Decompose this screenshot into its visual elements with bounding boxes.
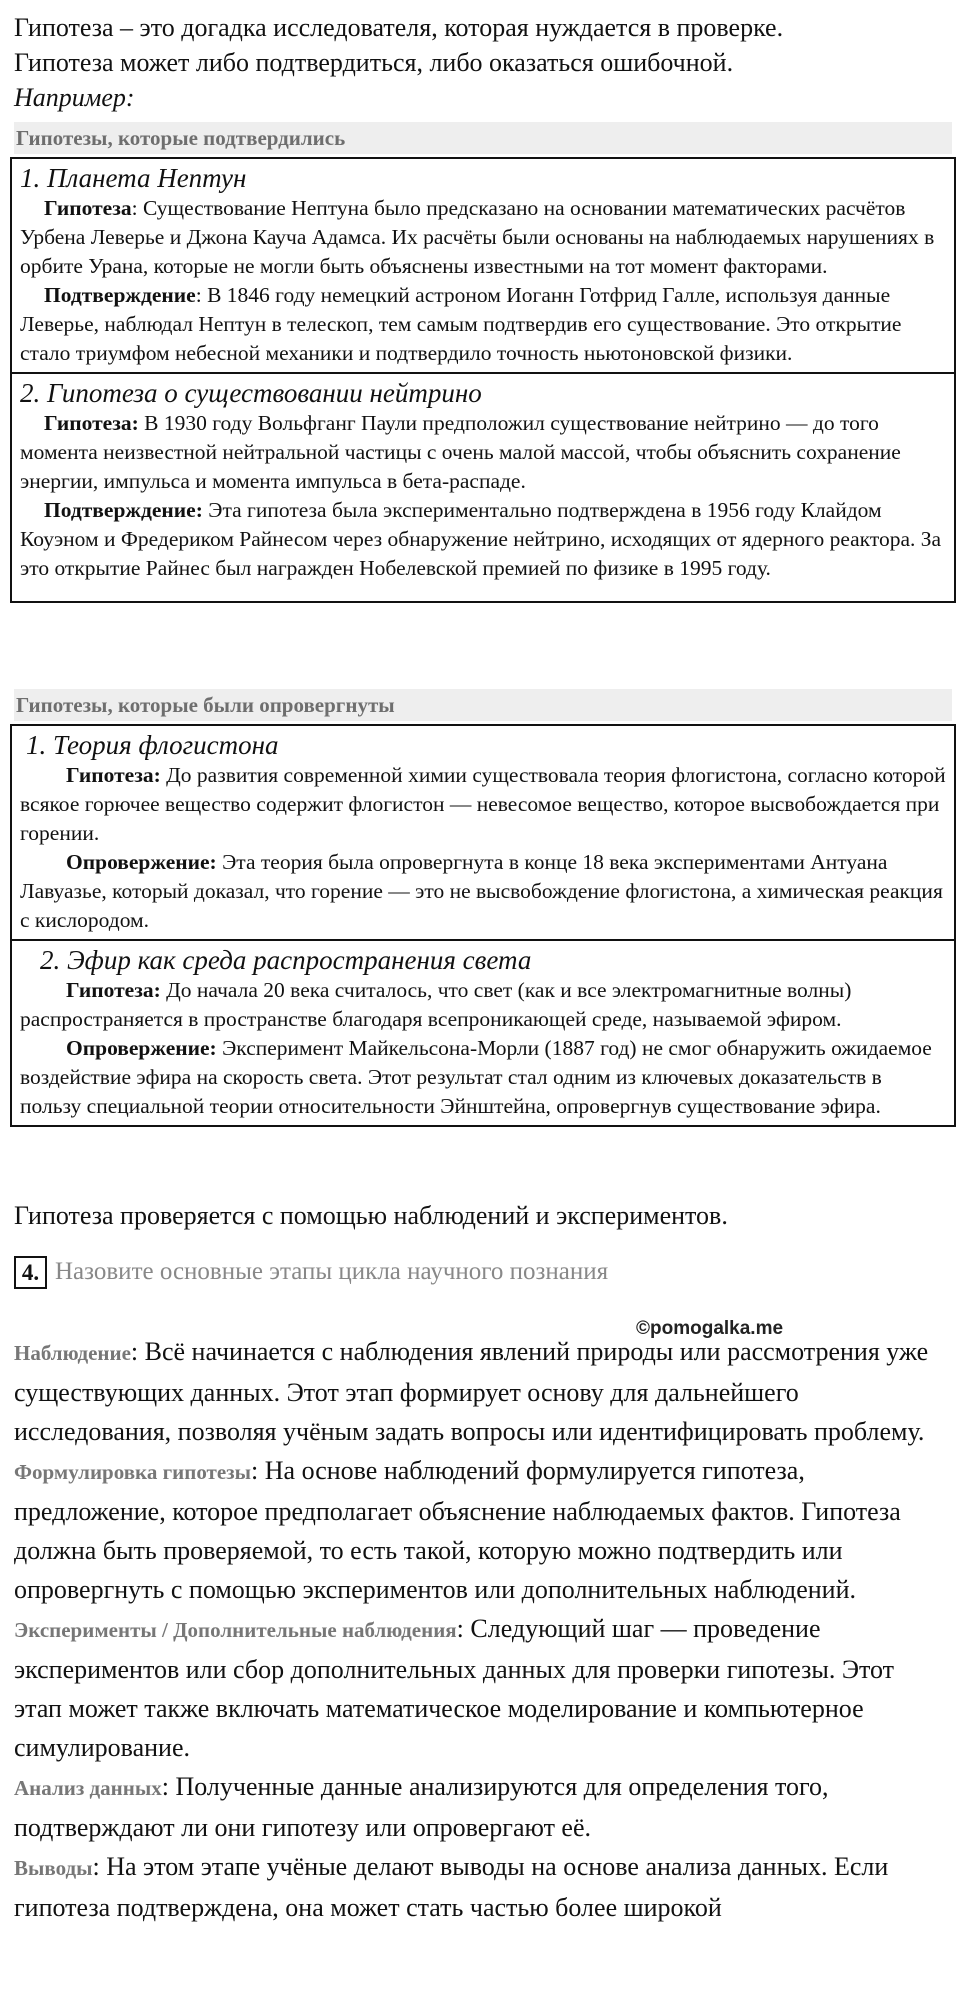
hypothesis-paragraph (20, 976, 946, 1034)
stage-text: : Полученные данные анализируются для определения того, подтверждают ли они гипотезу или опровергают её. (14, 1772, 829, 1842)
confirmation-label: Подтверждение (44, 283, 196, 307)
hypothesis-label: Гипотеза: (44, 411, 139, 435)
refuted-heading: Гипотезы, которые были опровергнуты (14, 689, 952, 721)
hypothesis-label: Гипотеза: (66, 763, 161, 787)
hypothesis-label: Гипотеза: (66, 978, 161, 1002)
hypothesis-paragraph (20, 409, 946, 496)
refuted-table (10, 724, 956, 1127)
stage-label: Выводы (14, 1856, 93, 1880)
confirmed-table (10, 157, 956, 603)
item-title: 2. Эфир как среда распространения света (40, 945, 532, 975)
item-title: 1. Теория флогистона (26, 730, 279, 760)
stage-experiments (14, 1609, 944, 1767)
intro (14, 10, 954, 115)
hypothesis-paragraph (20, 761, 946, 848)
intro-definition: Гипотеза – это догадка исследователя, которая нуждается в проверке. (14, 13, 784, 42)
example-label: Например: (14, 83, 135, 112)
stage-analysis (14, 1767, 944, 1847)
task-heading (14, 1255, 608, 1289)
stage-hypothesis (14, 1451, 944, 1609)
confirmed-item-neutrino (12, 374, 954, 601)
item-title: 2. Гипотеза о существовании нейтрино (20, 378, 482, 408)
refuted-item-phlogiston (12, 726, 954, 941)
hypothesis-label: Гипотеза (44, 196, 132, 220)
refutation-paragraph (20, 848, 946, 935)
intro-outcome: Гипотеза может либо подтвердиться, либо оказаться ошибочной. (14, 48, 734, 77)
hypothesis-text: В 1930 году Вольфганг Паули предположил существование нейтрино — до того момента неизвестной нейтральной частицы с очень малой массой, чтобы объяснить сохранение энергии, импульса и момента импульса в бета-распаде. (20, 411, 901, 493)
item-title: 1. Планета Нептун (20, 163, 247, 193)
refutation-paragraph (20, 1034, 946, 1121)
stage-label: Наблюдение (14, 1341, 131, 1365)
refutation-label: Опровержение: (66, 850, 217, 874)
stage-label: Эксперименты / Дополнительные наблюдения (14, 1618, 457, 1642)
watermark: ©pomogalka.me (636, 1318, 784, 1339)
refutation-text: Эксперимент Майкельсона-Морли (1887 год) не смог обнаружить ожидаемое воздействие эфира на скорость света. Этот результат стал одним из ключевых доказательств в пользу специальной теории относительности Эйнштейна, опровергнув существование эфира. (20, 1036, 932, 1118)
task-number-box: 4. (14, 1256, 47, 1289)
refuted-item-ether (12, 941, 954, 1125)
confirmed-item-neptune (12, 159, 954, 374)
confirmed-heading: Гипотезы, которые подтвердились (14, 122, 952, 154)
stages-list (14, 1332, 944, 1927)
hypothesis-paragraph (20, 194, 946, 281)
closing-statement: Гипотеза проверяется с помощью наблюдений и экспериментов. (14, 1201, 728, 1230)
stage-observation (14, 1332, 944, 1451)
hypothesis-text: : Существование Нептуна было предсказано на основании математических расчётов Урбена Леверье и Джона Кауча Адамса. Их расчёты были основаны на наблюдаемых нарушениях в орбите Урана, которые не могли быть объяснены известными на тот момент факторами. (20, 196, 935, 278)
stage-conclusions (14, 1847, 944, 1927)
confirmation-label: Подтверждение: (44, 498, 203, 522)
confirmation-text: Эта гипотеза была экспериментально подтверждена в 1956 году Клайдом Коуэном и Фредериком Райнесом через обнаружение нейтрино, исходящих от ядерного реактора. За это открытие Райнес был награжден Нобелевской премией по физике в 1995 году. (20, 498, 942, 580)
refutation-text: Эта теория была опровергнута в конце 18 века экспериментами Антуана Лавуазье, который доказал, что горение — это не высвобождение флогистона, а химическая реакция с кислородом. (20, 850, 943, 932)
confirmation-paragraph (20, 281, 946, 368)
hypothesis-text: До начала 20 века считалось, что свет (как и все электромагнитные волны) распространяется в пространстве благодаря всепроникающей среде, называемой эфиром. (20, 978, 852, 1031)
hypothesis-text: До развития современной химии существовала теория флогистона, согласно которой всякое горючее вещество содержит флогистон — невесомое вещество, которое высвобождается при горении. (20, 763, 946, 845)
stage-label: Анализ данных (14, 1776, 162, 1800)
stage-text: : Следующий шаг — проведение экспериментов или сбор дополнительных данных для проверки гипотезы. Этот этап может также включать математическое моделирование и компьютерное симулирование. (14, 1614, 895, 1762)
stage-text: : Всё начинается с наблюдения явлений природы или рассмотрения уже существующих данных. Этот этап формирует основу для дальнейшего исследования, позволяя учёным задать вопросы или идентифицировать проблему. (14, 1337, 929, 1446)
stage-text: : На основе наблюдений формулируется гипотеза, предложение, которое предполагает объяснение наблюдаемых фактов. Гипотеза должна быть проверяемой, то есть такой, которую можно подтвердить или опровергнуть с помощью экспериментов или дополнительных наблюдений. (14, 1456, 901, 1604)
stage-label: Формулировка гипотезы (14, 1460, 252, 1484)
task-question: Назовите основные этапы цикла научного познания (55, 1258, 609, 1285)
stage-text: : На этом этапе учёные делают выводы на основе анализа данных. Если гипотеза подтверждена, она может стать частью более широкой (14, 1852, 889, 1922)
confirmation-text: : В 1846 году немецкий астроном Иоганн Готфрид Галле, используя данные Леверье, наблюдал Нептун в телескоп, тем самым подтвердив его существование. Это открытие стало триумфом небесной механики и подтвердило точность ньютоновской физики. (20, 283, 902, 365)
confirmation-paragraph (20, 496, 946, 583)
refutation-label: Опровержение: (66, 1036, 217, 1060)
